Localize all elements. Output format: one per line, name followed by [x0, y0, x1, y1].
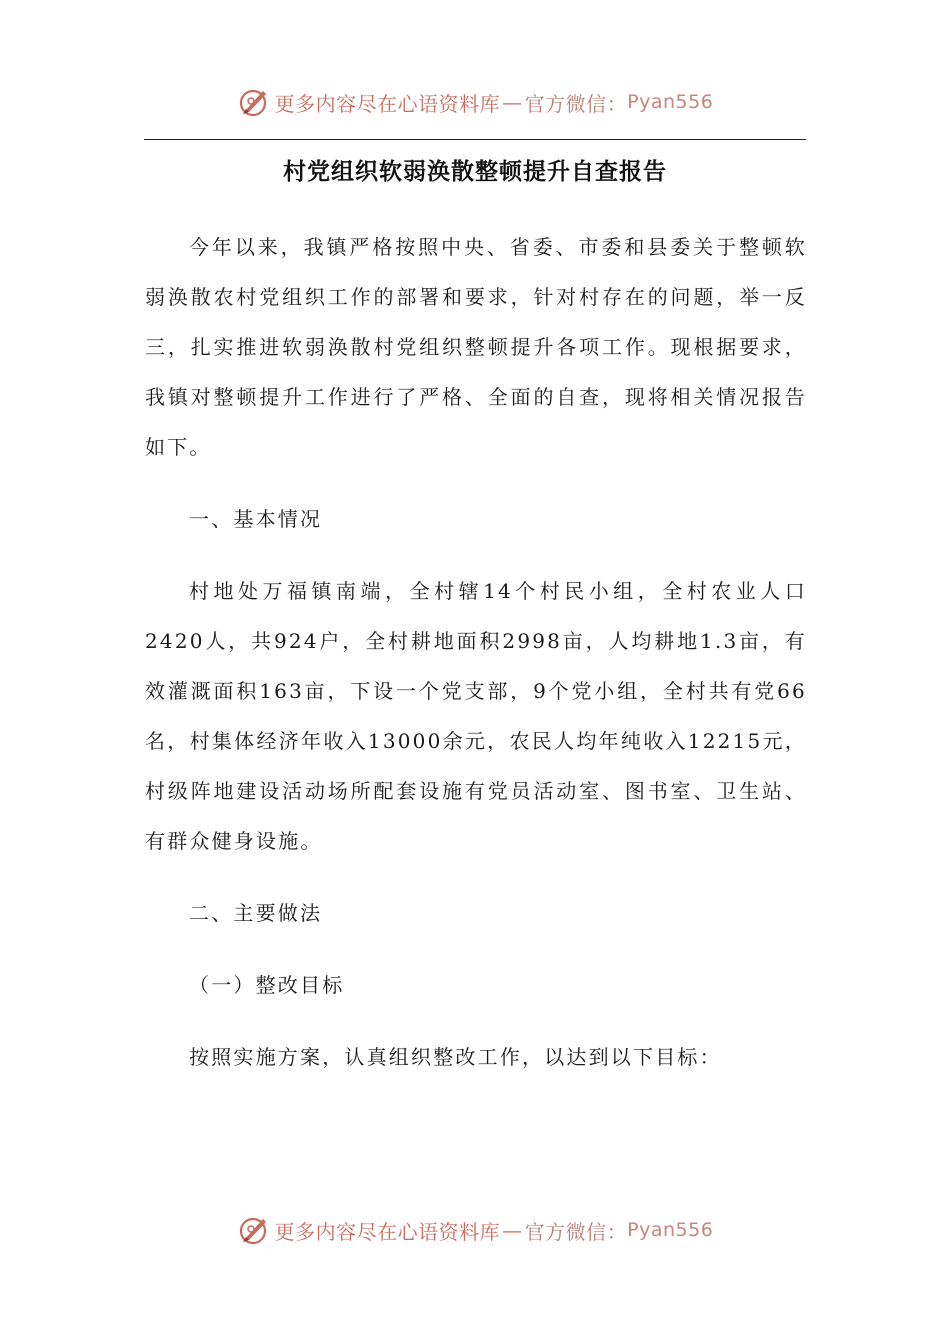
subsection-heading-goals: （一）整改目标 — [189, 973, 345, 997]
header-divider — [144, 139, 806, 140]
intro-paragraph: 今年以来，我镇严格按照中央、省委、市委和县委关于整顿软弱涣散农村党组织工作的部署和要求，针对村存在的问题，举一反三，扎实推进软弱涣散村党组织整顿提升各项工作。现根据要求，我镇对整顿提升工作进行了严格、全面的自查，现将相关情况报告如下。 — [145, 235, 807, 459]
document-body — [145, 222, 807, 1082]
document-title: 村党组织软弱涣散整顿提升自查报告 — [283, 159, 667, 185]
section-heading-main-practices: 二、主要做法 — [189, 901, 323, 925]
watermark-wechat-label: 官方微信： — [524, 91, 628, 116]
watermark-wechat-label: 官方微信： — [524, 1219, 628, 1244]
section-heading-basic-info: 一、基本情况 — [189, 507, 323, 531]
goals-paragraph: 按照实施方案，认真组织整改工作，以达到以下目标： — [189, 1045, 722, 1069]
watermark-wechat-id: Pyan556 — [627, 91, 714, 113]
watermark-separator: — — [502, 90, 523, 114]
basic-info-paragraph: 村地处万福镇南端，全村辖14个村民小组，全村农业人口2420人，共924户，全村耕地面积2998亩，人均耕地1.3亩，有效灌溉面积163亩，下设一个党支部，9个党小组，全村共有党66名，村集体经济年收入13000余元，农民人均年纯收入12215元，村级阵地建设活动场所配套设施有党员活动室、图书室、卫生站、有群众健身设施。 — [145, 579, 807, 853]
watermark-wechat-id: Pyan556 — [627, 1219, 714, 1241]
quill-pen-logo-icon — [237, 85, 271, 119]
watermark-separator: — — [502, 1218, 523, 1242]
watermark-brand-text: 更多内容尽在心语资料库 — [274, 1219, 501, 1244]
header-watermark — [0, 80, 950, 124]
watermark-brand-text: 更多内容尽在心语资料库 — [274, 91, 501, 116]
quill-pen-logo-icon — [237, 1213, 271, 1247]
footer-watermark — [0, 1208, 950, 1252]
